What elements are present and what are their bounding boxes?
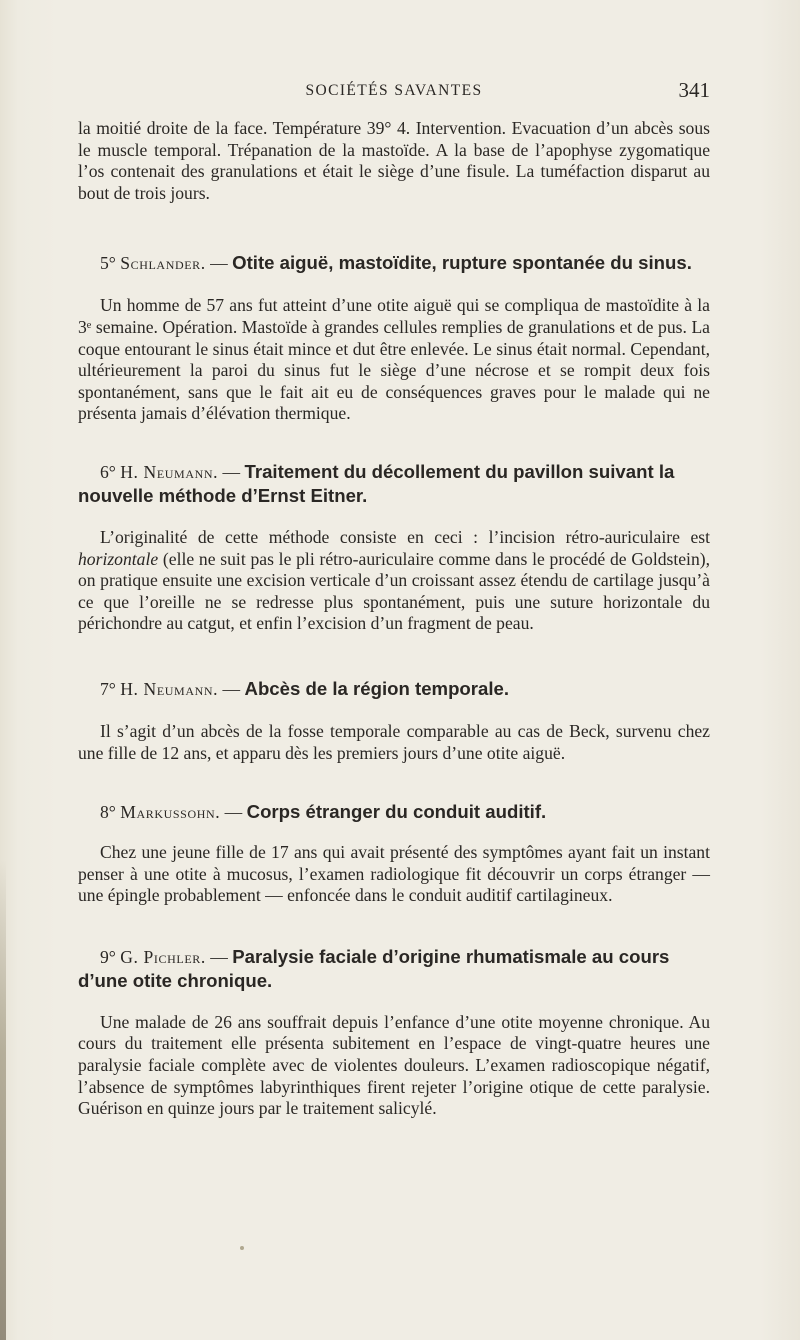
heading-dash: — xyxy=(220,802,247,823)
section-number: 7° xyxy=(100,678,116,699)
section-author: Schlander. xyxy=(120,253,206,274)
section-heading xyxy=(78,251,710,275)
section-heading xyxy=(78,460,710,508)
running-head: SOCIÉTÉS SAVANTES xyxy=(305,82,483,99)
section-paragraph: Un homme de 57 ans fut atteint d’une otite aiguë qui se compliqua de mastoïdite à la 3ᵉ semaine. Opération. Mastoïde à grandes cellules remplies de granulations et de pus. La coque entourant le sinus était mince et dut être enlevée. Le sinus était normal. Cependant, ultérieurement la paroi du sinus fut le siège d’une nécrose et se rompit deux fois spontanément, sans que le fait ait eu de conséquences graves pour le malade qui ne présenta jamais d’élévation thermique. xyxy=(78,295,710,424)
heading-dash: — xyxy=(205,946,233,967)
section-title: Abcès de la région temporale. xyxy=(244,677,510,699)
section-author: G. Pichler. xyxy=(120,946,206,967)
section-number: 5° xyxy=(100,253,116,274)
section-number: 8° xyxy=(100,802,116,823)
section-author: H. Neumann. xyxy=(120,461,219,482)
section-paragraph: Une malade de 26 ans souffrait depuis l’enfance d’une otite moyenne chronique. Au cours du traitement elle présenta subitement en l’espace de vingt-quatre heures une paralysie faciale complète avec de violentes douleurs. L’examen radioscopique négatif, l’absence de symptômes labyrinthiques firent rejeter l’origine otique de cette paralysie. Guérison en quinze jours par le traitement salicylé. xyxy=(78,1011,710,1119)
heading-dash: — xyxy=(205,253,233,274)
page-body xyxy=(78,118,710,1120)
section-author: H. Neumann. xyxy=(120,678,219,699)
section-number: 6° xyxy=(100,461,116,482)
emphasized-word: horizontale xyxy=(78,548,159,569)
page-header xyxy=(78,78,710,108)
section-heading xyxy=(78,677,710,701)
paper-speck xyxy=(240,1246,244,1250)
section-heading xyxy=(78,945,710,993)
heading-dash: — xyxy=(218,678,245,699)
section-paragraph xyxy=(78,527,710,635)
continuation-paragraph: la moitié droite de la face. Température 39° 4. Intervention. Evacuation d’un abcès sous le muscle temporal. Trépanation de la mastoïde. A la base de l’apophyse zygomatique l’os contenait des granulations et était le siège d’une fisule. La tuméfaction disparut au bout de trois jours. xyxy=(78,118,710,203)
section-author: Markussohn. xyxy=(120,802,221,823)
heading-dash: — xyxy=(218,461,245,482)
section-heading xyxy=(78,800,710,824)
paragraph-text: L’originalité de cette méthode consiste en ceci : l’incision rétro-auriculaire est xyxy=(100,526,710,547)
section-title: Corps étranger du conduit auditif. xyxy=(246,801,547,823)
paragraph-text: (elle ne suit pas le pli rétro-auriculaire comme dans le procédé de Goldstein), on pratique ensuite une excision verticale d’un croissant assez étendu de cartilage jusqu’à ce que l’oreille ne se redresse plus spontanément, puis une suture horizontale du périchondre au catgut, et enfin l’excision d’un fragment de peau. xyxy=(78,548,710,634)
page-spine-shadow xyxy=(0,860,6,1340)
section-title: Paralysie faciale d’origine rhumatismale au cours d’une otite chronique. xyxy=(78,945,670,991)
page-number: 341 xyxy=(678,78,710,102)
section-number: 9° xyxy=(100,946,116,967)
section-paragraph: Il s’agit d’un abcès de la fosse temporale comparable au cas de Beck, survenu chez une fille de 12 ans, et apparu dès les premiers jours d’une otite aiguë. xyxy=(78,720,710,763)
section-title: Traitement du décollement du pavillon suivant la nouvelle méthode d’Ernst Eitner. xyxy=(78,460,675,506)
section-paragraph: Chez une jeune fille de 17 ans qui avait présenté des symptômes ayant fait un instant penser à une otite à mucosus, l’examen radiologique fit découvrir un corps étranger — une épingle probablement — enfoncée dans le conduit auditif cartilagineux. xyxy=(78,842,710,906)
section-title: Otite aiguë, mastoïdite, rupture spontanée du sinus. xyxy=(232,252,692,274)
